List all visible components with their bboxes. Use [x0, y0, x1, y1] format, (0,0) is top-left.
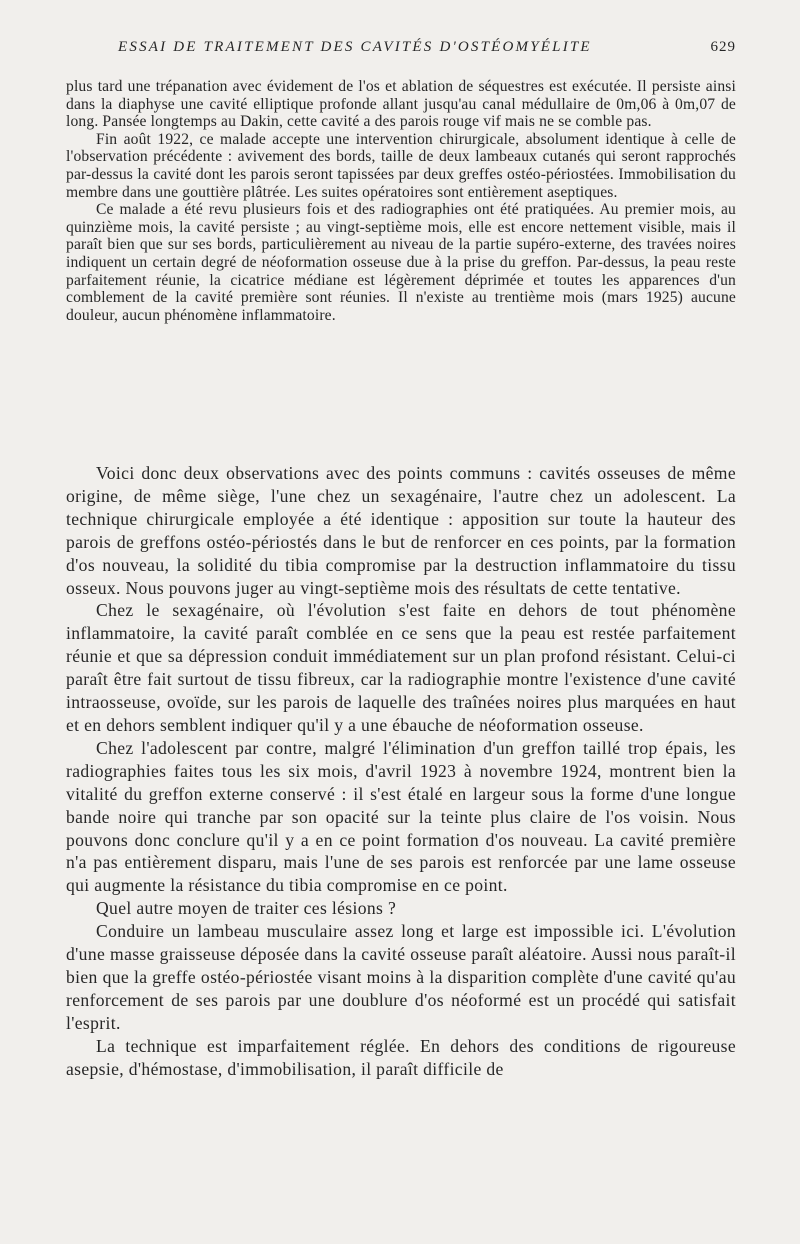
- observation-text: [66, 78, 736, 324]
- running-header: [118, 39, 736, 59]
- running-title: ESSAI DE TRAITEMENT DES CAVITÉS D'OSTÉOMYÉLITE: [118, 39, 592, 55]
- body-paragraph: Chez le sexagénaire, où l'évolution s'est faite en dehors de tout phénomène inflammatoire, la cavité paraît comblée en ce sens que la peau est restée parfaitement réunie et que sa dépression conduit immédiatement sur un plan profond résistant. Celui-ci paraît être fait surtout de tissu fibreux, car la radiographie montre l'existence d'une cavité intraosseuse, ovoïde, sur les parois de laquelle des traînées noires plus marquées en haut et en dehors semblent indiquer qu'il y a une ébauche de néoformation osseuse.: [66, 600, 736, 735]
- page-number: 629: [710, 39, 736, 55]
- body-paragraph: Quel autre moyen de traiter ces lésions ?: [96, 898, 397, 919]
- body-paragraph: La technique est imparfaitement réglée. En dehors des conditions de rigoureuse asepsie, d'hémostase, d'immobilisation, il paraît difficile de: [66, 1035, 736, 1079]
- small-paragraph: plus tard une trépanation avec évidement de l'os et ablation de séquestres est exécutée. Il persiste ainsi dans la diaphyse une cavité elliptique profonde allant jusqu'au canal médullaire de 0m,06 à 0m,07 de long. Pansée longtemps au Dakin, cette cavité a des parois rouge vif mais ne se comble pas.: [66, 78, 736, 131]
- body-paragraph: Chez l'adolescent par contre, malgré l'élimination d'un greffon taillé trop épais, les radiographies faites tous les six mois, d'avril 1923 à novembre 1924, montrent bien la vitalité du greffon externe conservé : il s'est étalé en largeur sous la forme d'une longue bande noire qui tranche par son opacité sur la teinte plus claire de l'os voisin. Nous pouvons donc conclure qu'il y a en ce point formation d'os nouveau. La cavité première n'a pas entièrement disparu, mais l'une de ses parois est renforcée par une lame osseuse qui augmente la résistance du tibia compromise en ce point.: [66, 737, 736, 896]
- body-paragraph: Conduire un lambeau musculaire assez long et large est impossible ici. L'évolution d'une masse graisseuse déposée dans la cavité osseuse paraît aléatoire. Aussi nous paraît-il bien que la greffe ostéo-périostée visant moins à la disparition complète d'une cavité qu'au renforcement de ses parois par une doublure d'os néoformé est un procédé qui satisfait l'esprit.: [66, 921, 736, 1033]
- small-paragraph: Ce malade a été revu plusieurs fois et des radiographies ont été pratiquées. Au premier mois, au quinzième mois, la cavité persiste ; au vingt-septième mois, elle est encore nettement visible, mais il paraît bien que sur ses bords, particulièrement au niveau de la partie supéro-externe, des travées noires indiquent un certain degré de néoformation osseuse due à la prise du greffon. Par-dessus, la peau reste parfaitement réunie, la cicatrice médiane est légèrement déprimée et toutes les apparences d'un comblement de la cavité première sont réunies. Il n'existe au trentième mois (mars 1925) aucune douleur, aucun phénomène inflammatoire.: [66, 201, 736, 324]
- discussion-text: [66, 462, 736, 1080]
- body-paragraph: Voici donc deux observations avec des points communs : cavités osseuses de même origine, de même siège, l'une chez un sexagénaire, l'autre chez un adolescent. La technique chirurgicale employée a été identique : apposition sur toute la hauteur des parois de greffons ostéo-périostés dans le but de renforcer en ces points, par la formation d'os nouveau, la solidité du tibia compromise par la destruction inflammatoire du tissu osseux. Nous pouvons juger au vingt-septième mois des résultats de cette tentative.: [66, 463, 736, 598]
- small-paragraph: Fin août 1922, ce malade accepte une intervention chirurgicale, absolument identique à celle de l'observation précédente : avivement des bords, taille de deux lambeaux cutanés qui seront rapprochés par-dessus la cavité dont les parois seront tapissées par deux greffes ostéo-périostées. Immobilisation du membre dans une gouttière plâtrée. Les suites opératoires sont entièrement aseptiques.: [66, 130, 736, 201]
